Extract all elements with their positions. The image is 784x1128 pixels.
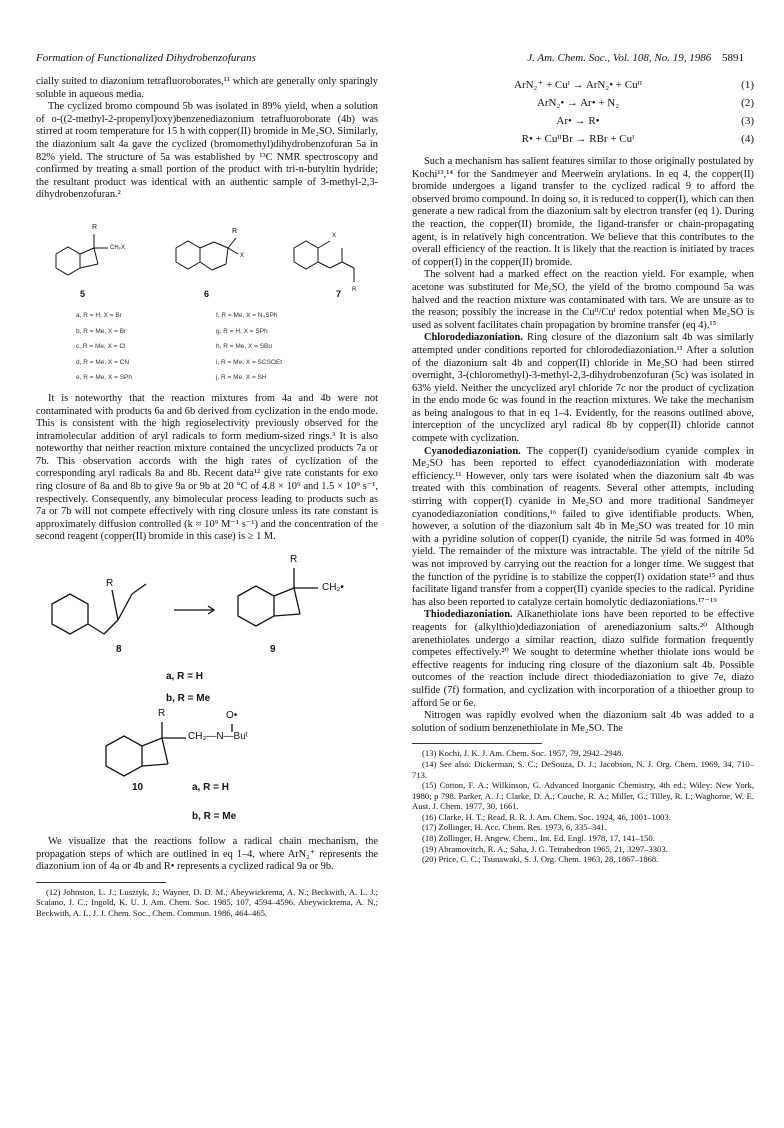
equation-number: (2) — [741, 96, 754, 109]
equation-number: (4) — [741, 132, 754, 145]
compound-label-9: 9 — [270, 644, 276, 656]
equation-formula: Ar• → R• — [556, 114, 600, 127]
compound-label-7: 7 — [336, 288, 342, 299]
section-heading: Thiodediazoniation. — [424, 609, 513, 621]
paragraph-thiodediazoniation — [412, 609, 754, 710]
reference: (17) Zollinger, H. Acc. Chem. Res. 1973, 6, 335–341. — [422, 822, 607, 833]
footnote-rule — [36, 882, 166, 883]
paragraph-chlorodediazoniation — [412, 332, 754, 445]
page-header — [36, 52, 744, 68]
scheme-8-r-label: R — [106, 578, 114, 590]
structure-10-o-radical-label: O• — [226, 710, 238, 722]
right-column — [412, 76, 754, 865]
compound-label-8: 8 — [116, 644, 122, 656]
reference: (18) Zollinger, H. Angew. Chem., Int. Ed. Engl. 1978, 17, 141–150. — [422, 833, 655, 844]
substituent-b: b, R = Me — [166, 693, 211, 705]
compound-label-10: 10 — [132, 782, 144, 794]
equation-2 — [412, 94, 754, 112]
paragraph-body: The copper(I) cyanide/sodium cyanide complex in Me₂SO has been reported to effect cyanodediazoniation with moderate efficiency.¹¹ However, only tars were isolated when the diazonium salt 4b was treated with this combination of reagents. Several other attempts, including stirring with copper(I) cyanide in Me₂SO and more traditional Sandmeyer cyanodediazoniation conditions,¹⁶ failed to give identifiable products. When, however, a solution of the diazonium salt 4b in Me₂SO was treated for 10 min with a pyridine solution of copper(I) cyanide, the nitrile 5d was formed in 40% yield. The remainder of the mixture was intractable. The yield of the nitrile 5d was not improved by carrying out the reaction for a longer time. We suggest that the function of the pyridine is to stabilize the copper(I) oxidation state¹⁵ and thus facilitate ligand transfer from a copper(II) cyanide species to the radical. Pyridine has also been reported to catalyze certain homolytic dediazoniations.¹⁷⁻¹⁹ — [412, 445, 754, 608]
substituent-entry: e, R = Me, X = SPh — [76, 374, 132, 382]
substituent-entry: j, R = Me, X = SH — [216, 374, 267, 382]
structure-6-r-label: R — [232, 227, 238, 235]
substituent-entry: i, R = Me, X = SCSOEt — [216, 358, 283, 366]
scheme-8-to-9 — [36, 550, 378, 660]
paragraph: cially suited to diazonium tetrafluoroborates,¹¹ which are generally only sparingly soluble in aqueous media. — [36, 76, 378, 100]
paragraph: The cyclized bromo compound 5b was isolated in 89% yield, when a solution of o-((2-methyl-2-propenyl)oxy)benzenediazonium tetrafluoroborate (4b) was stirred at room temperature for 15 h with copper(II) bromide in Me₂SO. Similarly, the diazonium salt 4a gave the cyclized (bromomethyl)dihydrobenzofuran 5a in 82% yield. The structure of 5a was established by ¹³C NMR spectroscopy and confirmed by treating a small portion of the product with tri-n-butyltin hydride; the resultant product was identical with an authentic sample of 3-methyl-2,3-dihydrobenzofuran.² — [36, 101, 378, 201]
substituent-10a: a, R = H — [192, 782, 229, 794]
running-title: Formation of Functionalized Dihydrobenzofurans — [36, 52, 256, 64]
equations — [412, 76, 754, 148]
structure-7-x-label: X — [332, 232, 337, 239]
reference: (20) Price, C. C.; Tsunawaki, S. J. Org. Chem. 1963, 28, 1867–1868. — [422, 854, 659, 865]
substituent-entry: b, R = Me, X = Br — [76, 327, 127, 335]
structure-6-x-label: X — [240, 252, 245, 259]
equation-formula: R• + CuᴵᴵBr → RBr + Cuᴵ — [521, 132, 635, 145]
footnote-rule — [412, 743, 542, 744]
journal-citation — [527, 52, 744, 64]
reference: (15) Cotton, F. A.; Wilkinson, G. Advanced Inorganic Chemistry, 4th ed.; Wiley: New York, 1980; p 798. Parker, A. J.; Clarke, D. A.; Couche, R. A.; Miller, G.; Tilley, R. I.; Waghorne, W. E. Aust. J. Chem. 1977, 30, 1661. — [412, 780, 754, 812]
footnotes-left — [36, 887, 378, 919]
equation-formula: ArN₂⁺ + Cuᴵ → ArN₂• + Cuᴵᴵ — [514, 78, 642, 91]
structure-10-r-label: R — [158, 708, 166, 720]
paragraph: Nitrogen was rapidly evolved when the diazonium salt 4b was added to a solution of sodium benzenethiolate in Me₂SO. The — [412, 710, 754, 734]
equation-1 — [412, 76, 754, 94]
paragraph: Such a mechanism has salient features similar to those originally postulated by Kochi¹³,¹⁴ for the Sandmeyer and Meerwein arylations. In eq 4, the copper(II) bromide undergoes a ligand transfer to the cyclized radical 9 to afford the observed bromo compound. In doing so, it is reduced to copper(I), which can then generate a new radical from the diazonium salt by electron transfer (eq 1). During the reaction, the copper(II) bromide, the ligand-transfer or chain-propagating agent, is in relatively high concentration. We believe that this contributes to the overall efficiency of the reaction. It is likely that the reaction is initiated by traces of copper(I) in the copper(II) bromide. — [412, 156, 754, 268]
reference: (14) See also: Dickerman, S. C.; DeSouza, D. J.; Jacobson, N. J. Org. Chem. 1969, 34, 710–713. — [412, 758, 754, 780]
section-heading: Cyanodediazoniation. — [424, 445, 521, 457]
left-column — [36, 76, 378, 919]
paragraph: It is noteworthy that the reaction mixtures from 4a and 4b were not contaminated with products 6a and 6b derived from cyclization in the endo mode. This is consistent with the high regioselectivity previously observed for the intramolecular addition of aryl radicals to form medium-sized rings.³ It is also noteworthy that neither reaction mixture contained the uncyclized products 7a or 7b. This observation accords with the high rates of cyclization of the corresponding aryl radicals 8a and 8b. Recent data¹² give rate constants for exo ring closure of 8a and 8b to give 9a or 9b at 20 °C of 4.8 × 10⁹ and 1.5 × 10⁹ s⁻¹, respectively. Consequently, any bimolecular process leading to products such as 7a or 7b will not compete effectively with ring closure unless its rate constant is approximately diffusion controlled (k ≈ 10⁹ M⁻¹ s⁻¹) and the concentration of the second reagent (copper(II) bromide in this case) is ≥ 1 M. — [36, 392, 378, 543]
paragraph-cyanodediazoniation — [412, 446, 754, 610]
equation-formula: ArN₂• → Ar• + N₂ — [536, 96, 620, 109]
journal-name: J. Am. Chem. Soc., Vol. 108, No. 19, 1986 — [527, 52, 712, 64]
paragraph-body: Ring closure of the diazonium salt 4b was similarly attempted under conditions reported for chlorodediazoniation.¹¹ After a solution of the diazonium salt 4b and copper(II) chloride in Me₂SO had been stirred overnight, 3-(chloromethyl)-3-methyl-2,3-dihydrobenzofuran (5c) was isolated in 63% yield. Neither the uncyclized aryl chloride 7c nor the product of cyclization in the endo mode 6c was found in the reaction mixtures. We take the mechanism as being analogous to that in eq 1–4. Evidently, for the reasons outlined above, interception of the uncyclized aryl radical 8b by copper(II) chloride cannot compete with cyclization. — [412, 332, 754, 445]
structure-7-r-label: R — [352, 286, 357, 293]
structures-5-6-7 — [36, 208, 378, 304]
footnotes-right — [412, 748, 754, 865]
structure-5-r-label: R — [92, 223, 98, 231]
compound-label-6: 6 — [204, 288, 210, 299]
paragraph: The solvent had a marked effect on the reaction yield. For example, when acetone was substituted for Me₂SO, the yield of the bromo compound 5a was halved and the reaction mixture was contaminated with tars. We are unsure as to the reason; possibly the increase in the Cuᴵᴵ/Cuᴵ redox potential when Me₂SO is used as solvent facilitates chain propagation by bromine transfer (eq 4).¹⁵ — [412, 269, 754, 331]
substituent-a: a, R = H — [166, 671, 203, 683]
substituent-entry: h, R = Me, X = SBu — [216, 343, 272, 351]
equation-number: (1) — [741, 78, 754, 91]
substituent-table — [76, 310, 336, 385]
scheme-9-r-label: R — [290, 554, 298, 566]
reference: (13) Kochi, J. K. J. Am. Chem. Soc. 1957, 79, 2942–2948. — [422, 748, 624, 759]
reference: (16) Clarke, H. T.; Read, R. R. J. Am. Chem. Soc. 1924, 46, 1001–1003. — [422, 811, 671, 822]
reference-12: (12) Johnston, L. J.; Lusztyk, J.; Wayner, D. D. M.; Abeywickrema, A. N.; Beckwith, A. L. J.; Scaiano, J. C.; Ingold, K. U. J. Am. Chem. Soc. 1985, 107, 4594–4596. Abeywickrema, A. N.; Beckwith, A. L. J. J. Chem. Soc., Chem. Commun. 1986, 464–465. — [36, 886, 378, 918]
structure-10-chain-label: CH₂—N—Buᵗ — [188, 731, 248, 743]
scheme-drawing — [36, 550, 378, 660]
reference: (19) Abramovitch, R. A.; Saha, J. G. Tetrahedron 1965, 21, 3297–3303. — [422, 843, 668, 854]
substituent-entry: a, R = H, X = Br — [76, 311, 122, 319]
structure-10 — [36, 708, 378, 804]
section-heading: Chlorodediazoniation. — [424, 332, 523, 344]
equation-3 — [412, 112, 754, 130]
compound-label-5: 5 — [80, 288, 86, 299]
page-number: 5891 — [722, 52, 744, 64]
paragraph-body: Alkanethiolate ions have been reported to be effective reagents for (alkylthio)dediazoniation of arenediazonium salts.²⁰ Although arenethiolates undergo a similar reaction, diazo sulfide formation frequently competes effectively.²⁰ We sought to determine whether thiolate ions would be effective reagents for inducing ring closure of the diazonium salt 4b. Possible outcomes of the reaction include direct thiodediazoniation to give 7e, diazo sulfide (7f) formation, and cyclization with incorporation of a thioether group to afford 5e or 6e. — [412, 609, 754, 709]
substituent-entry: d, R = Me, X = CN — [76, 358, 130, 366]
substituent-entry: c, R = Me, X = Cl — [76, 343, 126, 351]
equation-4 — [412, 130, 754, 148]
structure-5-ch2x-label: CH₂X — [110, 244, 125, 251]
substituent-entry: f, R = Me, X = N₃SPh — [216, 311, 278, 319]
paragraph: We visualize that the reactions follow a radical chain mechanism, the propagation steps of which are outlined in eq 1–4, where ArN₂⁺ represents the diazonium ion of 4a or 4b and R• represents a cyclized radical 9a or 9b. — [36, 836, 378, 873]
substituent-10b: b, R = Me — [192, 811, 237, 823]
equation-number: (3) — [741, 114, 754, 127]
scheme-9-ch2-radical-label: CH₂• — [322, 582, 344, 594]
substituent-entry: g, R = H, X = SPh — [216, 327, 268, 335]
